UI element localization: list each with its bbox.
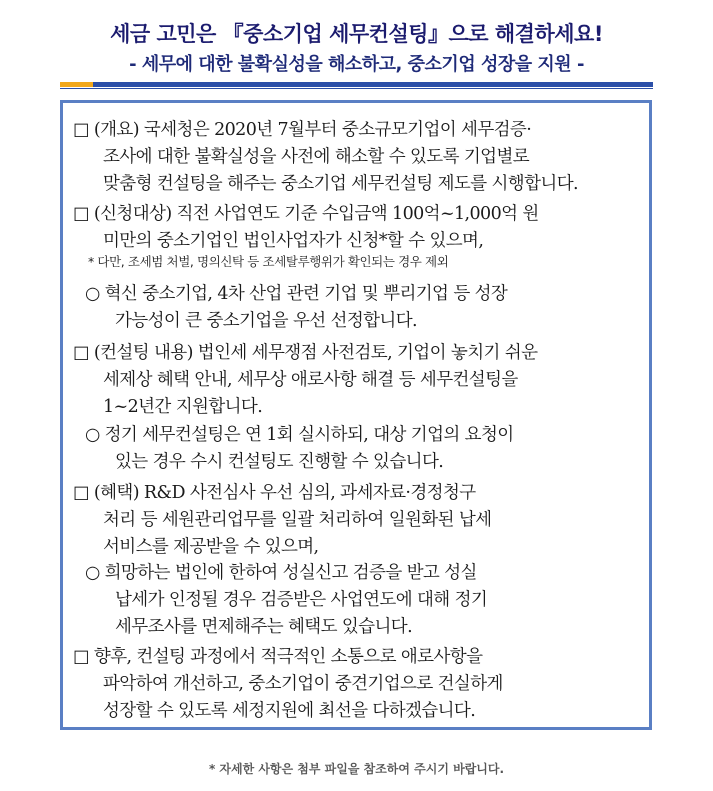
page-subtitle: - 세무에 대한 불확실성을 해소하고, 중소기업 성장을 지원 - bbox=[129, 54, 584, 75]
closing-section bbox=[73, 644, 653, 725]
eligibility-sub-line-1: ○ 혁신 중소기업, 4차 산업 관련 기업 및 뿌리기업 등 성장 bbox=[85, 284, 508, 304]
benefits-sub-line-2: 납세가 인정될 경우 검증받은 사업연도에 대해 정기 bbox=[115, 590, 488, 610]
benefits-line-3: 서비스를 제공받을 수 있으며, bbox=[103, 537, 319, 557]
benefits-line-2: 처리 등 세원관리업무를 일괄 처리하여 일원화된 납세 bbox=[103, 510, 492, 530]
eligibility-sub-line-2: 가능성이 큰 중소기업을 우선 선정합니다. bbox=[115, 311, 417, 331]
content-sub-line-2: 있는 경우 수시 컨설팅도 진행할 수 있습니다. bbox=[115, 452, 444, 472]
benefits-sub-line-3: 세무조사를 면제해주는 혜택도 있습니다. bbox=[115, 617, 413, 637]
benefits-subpoint bbox=[85, 560, 653, 641]
accent-bar-orange bbox=[60, 82, 93, 87]
eligibility-subpoint bbox=[85, 281, 653, 335]
content-line-1: □ (컨설팅 내용) 법인세 세무쟁점 사전검토, 기업이 놓치기 쉬운 bbox=[73, 343, 538, 363]
eligibility-footnote: * 다만, 조세범 처벌, 명의신탁 등 조세탈루행위가 확인되는 경우 제외 bbox=[88, 254, 449, 269]
content-line-2: 세제상 혜택 안내, 세무상 애로사항 해결 등 세무컨설팅을 bbox=[103, 370, 518, 390]
eligibility-section bbox=[73, 201, 653, 255]
overview-line-1: □ (개요) 국세청은 2020년 7월부터 중소규모기업이 세무검증· bbox=[73, 120, 532, 140]
benefits-line-1: □ (혜택) R&D 사전심사 우선 심의, 과세자료·경정청구 bbox=[73, 483, 476, 503]
accent-bar-blue bbox=[93, 82, 653, 87]
content-line-3: 1~2년간 지원합니다. bbox=[103, 397, 263, 417]
benefits-section bbox=[73, 480, 653, 561]
eligibility-line-2: 미만의 중소기업인 법인사업자가 신청*할 수 있으며, bbox=[103, 231, 484, 251]
content-section bbox=[73, 340, 653, 421]
eligibility-line-1: □ (신청대상) 직전 사업연도 기준 수입금액 100억~1,000억 원 bbox=[73, 204, 539, 224]
page-title: 세금 고민은 『중소기업 세무컨설팅』으로 해결하세요! bbox=[110, 22, 603, 46]
closing-line-3: 성장할 수 있도록 세정지원에 최선을 다하겠습니다. bbox=[103, 701, 476, 721]
closing-line-1: □ 향후, 컨설팅 과정에서 적극적인 소통으로 애로사항을 bbox=[73, 647, 483, 667]
benefits-sub-line-1: ○ 희망하는 법인에 한하여 성실신고 검증을 받고 성실 bbox=[85, 563, 477, 583]
content-subpoint bbox=[85, 422, 653, 476]
footer-note: * 자세한 사항은 첨부 파일을 참조하여 주시기 바랍니다. bbox=[208, 762, 505, 776]
closing-line-2: 파악하여 개선하고, 중소기업이 중견기업으로 건실하게 bbox=[103, 674, 503, 694]
content-sub-line-1: ○ 정기 세무컨설팅은 연 1회 실시하되, 대상 기업의 요청이 bbox=[85, 425, 514, 445]
overview-line-3: 맞춤형 컨설팅을 해주는 중소기업 세무컨설팅 제도를 시행합니다. bbox=[103, 174, 578, 194]
overview-section bbox=[73, 117, 653, 198]
accent-rule bbox=[60, 88, 653, 89]
overview-line-2: 조사에 대한 불확실성을 사전에 해소할 수 있도록 기업별로 bbox=[103, 147, 530, 167]
